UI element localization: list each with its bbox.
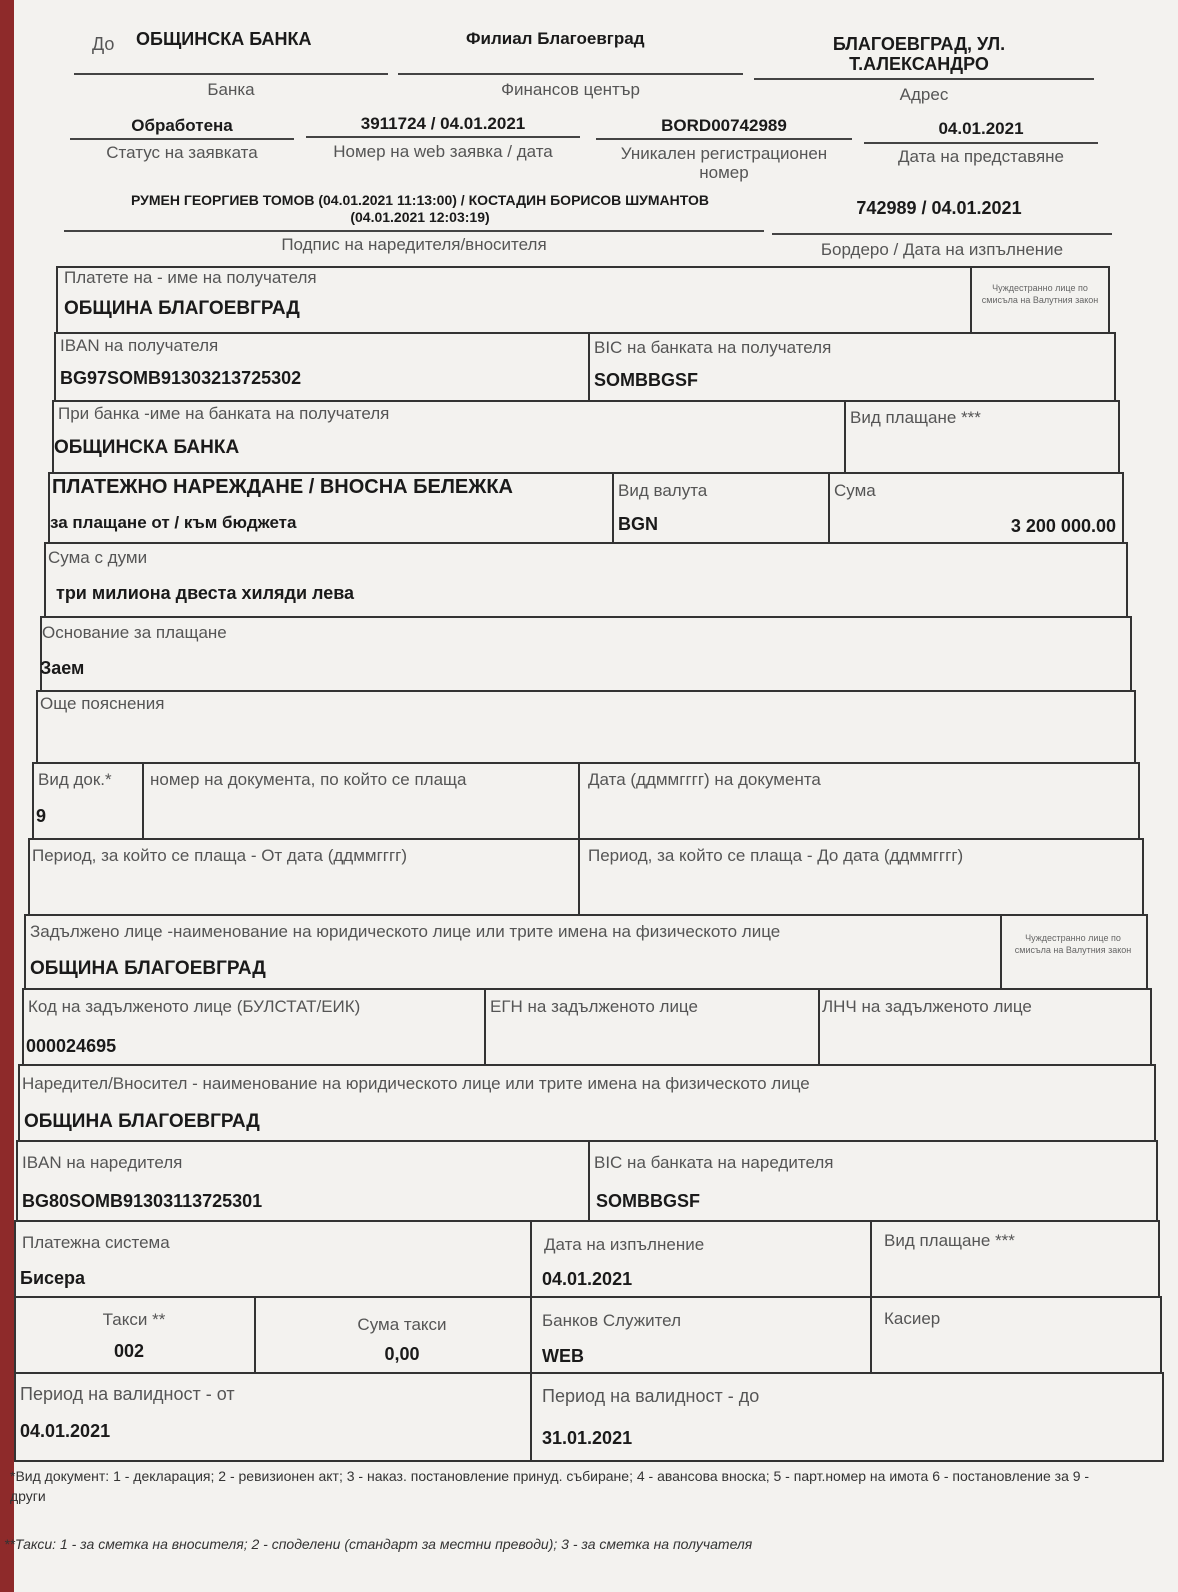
address-label: Адрес: [899, 85, 949, 104]
foreign-person-note-obligor: Чуждестранно лице по смисъла на Валутния закон: [1014, 933, 1132, 955]
payee-bank-label: При банка -име на банката на получателя: [58, 404, 390, 423]
divider: [612, 474, 614, 542]
divider: [64, 230, 764, 232]
bank-name: ОБЩИНСКА БАНКА: [136, 29, 312, 49]
pay-system-value: Бисера: [20, 1268, 86, 1288]
divider: [772, 233, 1112, 235]
branch-name: Филиал Благоевград: [466, 29, 645, 48]
period-from-label: Период, за който се плаща - От дата (ддммгггг): [32, 846, 408, 865]
payee-iban-label: IBAN на получателя: [60, 336, 219, 355]
status-label: Статус на заявката: [106, 143, 258, 162]
divider: [870, 1222, 872, 1296]
payee-bank-value: ОБЩИНСКА БАНКА: [54, 437, 240, 458]
divider: [484, 990, 486, 1064]
to-prefix: До: [92, 34, 115, 54]
valid-to-label: Период на валидност - до: [542, 1386, 760, 1406]
payment-type-label: Вид плащане ***: [850, 408, 981, 427]
fees-footnote: **Такси: 1 - за сметка на вносителя; 2 - споделени (стандарт за местни преводи); 3 - за сметка на получателя: [4, 1536, 753, 1552]
bordero-value: 742989 / 04.01.2021: [856, 198, 1022, 218]
signature-line1: РУМЕН ГЕОРГИЕВ ТОМОВ (04.01.2021 11:13:00) / КОСТАДИН БОРИСОВ ШУМАНТОВ: [131, 192, 709, 208]
divider: [970, 268, 972, 332]
reason-label: Основание за плащане: [42, 623, 227, 642]
fees-amount-value: 0,00: [384, 1344, 420, 1364]
cashier-label: Касиер: [884, 1309, 941, 1328]
unique-id-value: BORD00742989: [661, 116, 787, 135]
bank-clerk-value: WEB: [542, 1346, 584, 1366]
obligor-code-label: Код на задълженото лице (БУЛСТАТ/ЕИК): [28, 997, 361, 1016]
divider: [578, 840, 580, 914]
valid-from-label: Период на валидност - от: [20, 1384, 235, 1404]
divider: [588, 334, 590, 400]
web-request-value: 3911724 / 04.01.2021: [360, 114, 526, 133]
obligor-code-value: 000024695: [26, 1036, 117, 1056]
orderer-iban-label: IBAN на наредителя: [22, 1153, 183, 1172]
amount-value: 3 200 000.00: [1010, 516, 1116, 536]
currency-label: Вид валута: [618, 481, 708, 500]
status-value: Обработена: [131, 116, 233, 135]
obligor-label: Задължено лице -наименование на юридическото лице или трите имена на физическото лице: [30, 922, 781, 941]
divider: [754, 78, 1094, 80]
amount-words-value: три милиона двеста хиляди лева: [56, 583, 355, 603]
payee-bic-value: SOMBBGSF: [594, 370, 699, 390]
bank-clerk-label: Банков Служител: [542, 1311, 681, 1330]
doc-number-label: номер на документа, по който се плаща: [150, 770, 467, 789]
divider: [818, 990, 820, 1064]
fees-label: Такси **: [102, 1310, 166, 1329]
reason-value: Заем: [40, 658, 85, 678]
divider: [70, 138, 294, 140]
signature-label: Подпис на наредителя/вносителя: [281, 235, 547, 254]
document-subtitle: за плащане от / към бюджета: [50, 513, 297, 532]
orderer-value: ОБЩИНА БЛАГОЕВГРАД: [24, 1111, 260, 1132]
valid-to-value: 31.01.2021: [542, 1428, 633, 1448]
exec-date-label: Дата на изпълнение: [544, 1235, 705, 1254]
divider: [306, 136, 580, 138]
divider: [588, 1142, 590, 1220]
currency-value: BGN: [618, 514, 658, 534]
doc-types-footnote: *Вид документ: 1 - декларация; 2 - ревизионен акт; 3 - наказ. постановление принуд. събиране; 4 - авансова вноска; 5 - парт.номер на имота 6 - постановление за 9 - други: [10, 1468, 1090, 1504]
submit-date-value: 04.01.2021: [938, 119, 1024, 138]
bordero-label: Бордеро / Дата на изпълнение: [820, 240, 1064, 259]
notes-label: Още пояснения: [40, 694, 165, 713]
payee-label: Платете на - име на получателя: [64, 268, 317, 287]
divider: [530, 1222, 532, 1296]
divider: [596, 138, 852, 140]
divider: [398, 73, 743, 75]
orderer-bic-value: SOMBBGSF: [596, 1191, 701, 1211]
doc-type-value: 9: [36, 806, 47, 826]
obligor-value: ОБЩИНА БЛАГОЕВГРАД: [30, 958, 266, 979]
pay-system-label: Платежна система: [22, 1233, 170, 1252]
divider: [864, 142, 1098, 144]
divider: [74, 73, 388, 75]
divider: [828, 474, 830, 542]
payee-value: ОБЩИНА БЛАГОЕВГРАД: [64, 298, 300, 319]
valid-from-value: 04.01.2021: [20, 1421, 111, 1441]
amount-words-label: Сума с думи: [48, 548, 148, 567]
notes-row: [36, 690, 1136, 764]
submit-date-label: Дата на представяне: [897, 147, 1065, 166]
payment-order-document: [4, 0, 1178, 1592]
exec-date-value: 04.01.2021: [542, 1269, 633, 1289]
egn-label: ЕГН на задълженото лице: [490, 997, 698, 1016]
document-title: ПЛАТЕЖНО НАРЕЖДАНЕ / ВНОСНА БЕЛЕЖКА: [52, 476, 513, 498]
divider: [254, 1298, 256, 1372]
bank-label: Банка: [207, 80, 255, 99]
doc-type-label: Вид док.*: [38, 770, 112, 789]
divider: [1000, 916, 1002, 988]
fees-row: [14, 1296, 1162, 1374]
divider: [142, 764, 144, 838]
period-to-label: Период, за който се плаща - До дата (ддммгггг): [588, 846, 964, 865]
web-request-label: Номер на web заявка / дата: [333, 142, 553, 161]
divider: [870, 1298, 872, 1372]
doc-date-label: Дата (ддммгггг) на документа: [588, 770, 821, 789]
divider: [530, 1374, 532, 1460]
payee-iban-value: BG97SOMB91303213725302: [60, 368, 302, 388]
payment-type2-label: Вид плащане ***: [884, 1231, 1015, 1250]
unique-id-label: Уникален регистрационен номер: [620, 144, 828, 182]
signature-line2: (04.01.2021 12:03:19): [350, 209, 490, 225]
fees-amount-label: Сума такси: [357, 1315, 447, 1334]
orderer-bic-label: BIC на банката на наредителя: [594, 1153, 834, 1172]
lnch-label: ЛНЧ на задълженото лице: [822, 997, 1032, 1016]
divider: [578, 764, 580, 838]
payee-bic-label: BIC на банката на получателя: [594, 338, 832, 357]
orderer-iban-value: BG80SOMB91303113725301: [22, 1191, 263, 1211]
amount-label: Сума: [834, 481, 876, 500]
divider: [844, 402, 846, 472]
foreign-person-note: Чуждестранно лице по смисъла на Валутния закон: [981, 283, 1099, 305]
fees-value: 002: [113, 1341, 145, 1361]
financial-center-label: Финансов център: [501, 80, 640, 99]
orderer-label: Наредител/Вносител - наименование на юридическото лице или трите имена на физическото лице: [22, 1074, 810, 1093]
amount-words-row: [44, 542, 1128, 618]
bank-address: БЛАГОЕВГРАД, УЛ. Т.АЛЕКСАНДРО: [832, 34, 1006, 74]
